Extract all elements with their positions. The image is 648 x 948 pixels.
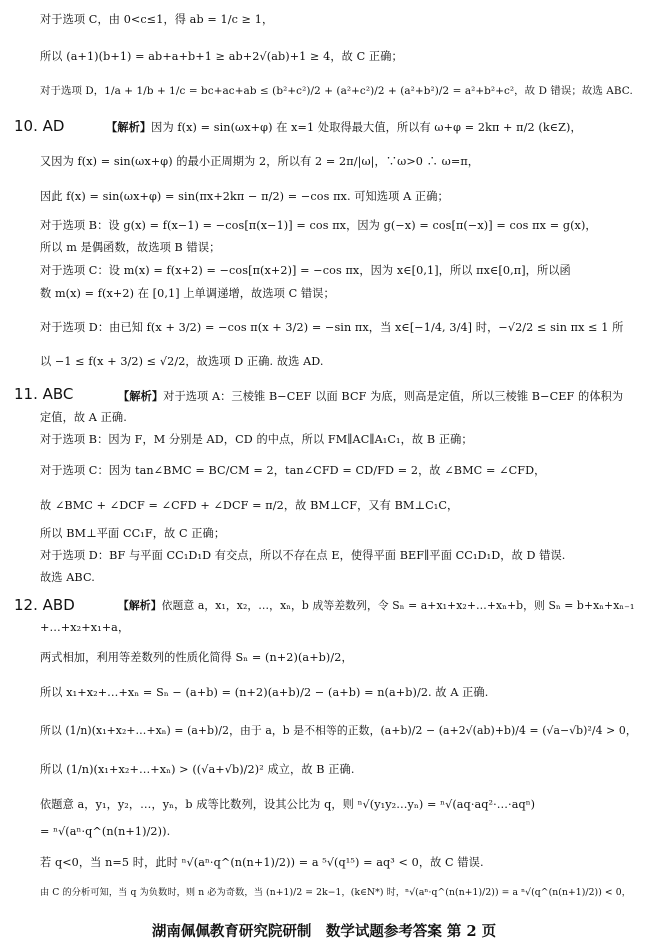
text-line: +…+x₂+x₁+a， — [40, 621, 130, 634]
text-line: 对于选项 B：因为 F，M 分别是 AD，CD 的中点，所以 FM∥AC∥A₁C₁，故 B 正确； — [40, 433, 473, 446]
text-line: 以 −1 ≤ f(x + 3/2) ≤ √2/2，故选项 D 正确. 故选 AD. — [40, 355, 324, 368]
text-line: 因此 f(x) = sin(ωx+φ) = sin(πx+2kπ − π/2) = −cos πx. 可知选项 A 正确； — [40, 190, 449, 203]
text-line: 又因为 f(x) = sin(ωx+φ) 的最小正周期为 2，所以有 2 = 2π/|ω|，∵ω>0 ∴ ω=π， — [40, 155, 480, 168]
text-line: 所以 x₁+x₂+…+xₙ = Sₙ − (a+b) = (n+2)(a+b)/2 − (a+b) = n(a+b)/2. 故 A 正确. — [40, 686, 489, 699]
text-line-body: 对于选项 A：三棱锥 B−CEF 以面 BCF 为底，则高是定值，所以三棱锥 B−CEF 的体积为 — [163, 390, 624, 403]
analysis-tag: 【解析】 — [106, 120, 152, 134]
text-line: 故选 ABC. — [40, 571, 95, 584]
text-line: 所以 m 是偶函数，故选项 B 错误； — [40, 241, 221, 254]
text-line: 对于选项 B：设 g(x) = f(x−1) = −cos[π(x−1)] = cos πx，因为 g(−x) = cos[π(−x)] = cos πx = g(x)， — [40, 219, 597, 232]
analysis-tag: 【解析】 — [118, 599, 162, 612]
question-answer: ABD — [42, 596, 75, 614]
text-line: 所以 BM⊥平面 CC₁F，故 C 正确； — [40, 527, 226, 540]
text-line: 由 C 的分析可知，当 q 为负数时，则 n 必为奇数，当 (n+1)/2 = 2k−1，(k∈N*) 时，ⁿ√(aⁿ·q^(n(n+1)/2)) = a ⁿ√(q^(n(n+1)/2)) < 0， — [40, 887, 631, 898]
text-line-body: 依题意 a，x₁，x₂，…，xₙ，b 成等差数列，令 Sₙ = a+x₁+x₂+…+xₙ+b，则 Sₙ = b+xₙ+xₙ₋₁ — [161, 599, 635, 612]
page-footer: 湖南佩佩教育研究院研制 数学试题参考答案 第 2 页 — [151, 923, 497, 940]
text-line — [112, 599, 634, 613]
text-line: 若 q<0，当 n=5 时，此时 ⁿ√(aⁿ·q^(n(n+1)/2)) = a ⁵√(q¹⁵) = aq³ < 0，故 C 错误. — [40, 856, 484, 869]
question-12-header — [14, 597, 75, 613]
text-line: 所以 (a+1)(b+1) = ab+a+b+1 ≥ ab+2√(ab)+1 ≥ 4，故 C 正确； — [40, 50, 403, 63]
text-line: 两式相加，利用等差数列的性质化简得 Sₙ = (n+2)(a+b)/2， — [40, 651, 353, 664]
question-number: 12. — [14, 596, 38, 614]
text-line-body: 因为 f(x) = sin(ωx+φ) 在 x=1 处取得最大值，所以有 ω+φ = 2kπ + π/2 (k∈Z)， — [151, 121, 582, 134]
text-line: 对于选项 C：设 m(x) = f(x+2) = −cos[π(x+2)] = −cos πx，因为 x∈[0,1]，所以 πx∈[0,π]，所以函 — [40, 264, 571, 277]
text-line: 所以 (1/n)(x₁+x₂+…+xₙ) = (a+b)/2，由于 a，b 是不相等的正数，(a+b)/2 − (a+2√(ab)+b)/4 = (√a−√b)²/4 > 0， — [40, 724, 637, 737]
text-line: 对于选项 C：因为 tan∠BMC = BC/CM = 2，tan∠CFD = CD/FD = 2，故 ∠BMC = ∠CFD， — [40, 464, 546, 477]
text-line: 对于选项 D，1/a + 1/b + 1/c = bc+ac+ab ≤ (b²+c²)/2 + (a²+c²)/2 + (a²+b²)/2 = a²+b²+c²，故 D 错误；故选 ABC. — [40, 85, 633, 97]
question-answer: ABC — [42, 385, 74, 403]
text-line: 对于选项 D：BF 与平面 CC₁D₁D 有交点，所以不存在点 E，使得平面 BEF∥平面 CC₁D₁D，故 D 错误. — [40, 549, 566, 562]
text-line — [112, 389, 623, 404]
question-number: 11. — [14, 385, 38, 403]
text-line: 对于选项 D：由已知 f(x + 3/2) = −cos π(x + 3/2) = −sin πx，当 x∈[−1/4, 3/4] 时，−√2/2 ≤ sin πx ≤ 1 所 — [40, 321, 624, 334]
question-10-header — [14, 118, 64, 134]
text-line: 数 m(x) = f(x+2) 在 [0,1] 上单调递增，故选项 C 错误； — [40, 287, 335, 300]
analysis-tag: 【解析】 — [118, 389, 164, 403]
question-11-header — [14, 386, 73, 402]
text-line: 依题意 a，y₁，y₂，…，yₙ，b 成等比数列，设其公比为 q，则 ⁿ√(y₁y₂…yₙ) = ⁿ√(aq·aq²·…·aqⁿ) — [40, 798, 536, 811]
question-answer: AD — [42, 117, 65, 135]
text-line: 所以 (1/n)(x₁+x₂+…+xₙ) > ((√a+√b)/2)² 成立，故 B 正确. — [40, 763, 355, 776]
text-line — [100, 120, 582, 135]
text-line: 对于选项 C，由 0<c≤1，得 ab = 1/c ≥ 1， — [40, 13, 274, 26]
question-number: 10. — [14, 117, 38, 135]
text-line: 定值，故 A 正确. — [40, 411, 127, 424]
text-line: 故 ∠BMC + ∠DCF = ∠CFD + ∠DCF = π/2，故 BM⊥CF，又有 BM⊥C₁C， — [40, 499, 459, 512]
text-line: = ⁿ√(aⁿ·q^(n(n+1)/2)). — [40, 825, 171, 838]
